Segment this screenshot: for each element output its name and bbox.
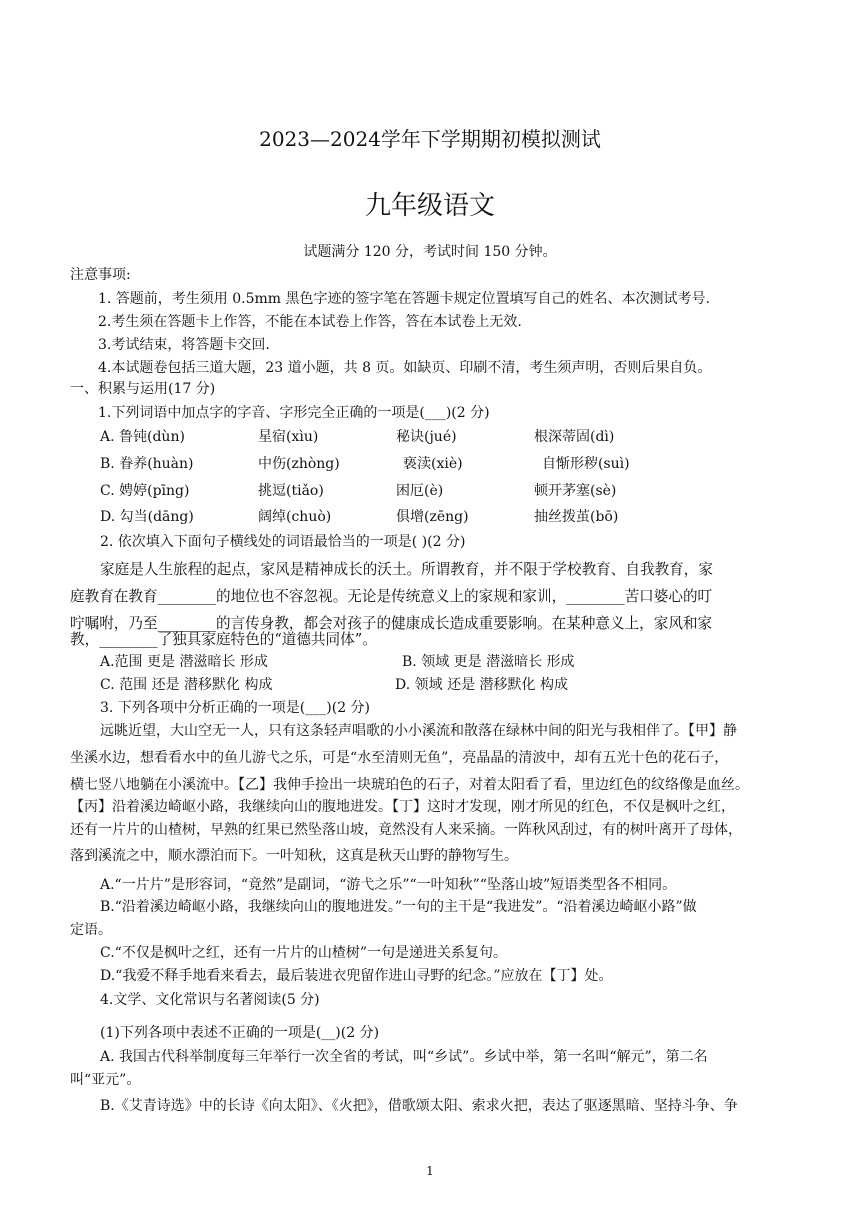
q3-passage-line: 远眺近望，大山空无一人，只有这条轻声唱歌的小小溪流和散落在绿林中间的阳光与我相伴了。【甲】静 (100, 723, 737, 739)
q3-passage-line: 【丙】沿着溪边崎岖小路，我继续向山的腹地进发。【丁】这时才发现，刚才所见的红色，不仅是枫叶之红， (70, 799, 735, 815)
exam-title: 2023—2024学年下学期期初模拟测试 (259, 127, 601, 151)
exam-info: 试题满分 120 分，考试时间 150 分钟。 (303, 244, 557, 260)
q1-word: 秘诀(jué) (396, 429, 457, 445)
question-4-stem: 4.文学、文化常识与名著阅读(5 分) (100, 992, 320, 1008)
q1-word: 抽丝拨茧(bō) (534, 509, 619, 525)
question-1-stem: 1.下列词语中加点字的字音、字形完全正确的一项是(___)(2 分) (98, 405, 490, 421)
q1-word: A. 鲁钝(dùn) (100, 429, 185, 445)
q1-word: 挑逗(tiǎo) (258, 483, 324, 499)
q2-passage-line: 咛嘱咐，乃至________的言传身教，都会对孩子的健康成长造成重要影响。在某种意义上，家风和家 (70, 615, 713, 632)
q2-option: D. 领域 还是 潜移默化 构成 (395, 677, 568, 693)
q3-option: A.“一片片”是形容词，“竟然”是副词，“游弋之乐”“一叶知秋”“坠落山坡”短语类型各不相同。 (100, 877, 677, 893)
q4-option: A. 我国古代科举制度每三年举行一次全省的考试，叫“乡试”。乡试中举，第一名叫“解元”，第二名 (100, 1049, 708, 1065)
q1-word: 根深蒂固(dì) (534, 429, 615, 445)
notice-item: 1. 答题前，考生须用 0.5mm 黑色字迹的签字笔在答题卡规定位置填写自己的姓名、本次测试考号. (98, 291, 710, 307)
q2-option: C. 范围 还是 潜移默化 构成 (100, 677, 273, 693)
q1-option-row (100, 455, 630, 473)
q4-sub-stem: (1)下列各项中表述不正确的一项是(__)(2 分) (100, 1025, 380, 1041)
q2-passage-line: 家庭是人生旅程的起点，家风是精神成长的沃土。所谓教育，并不限于学校教育、自我教育，家 (100, 561, 713, 578)
q2-passage-line: 教，________了独具家庭特色的“道德共同体”。 (70, 631, 377, 648)
q1-word: 顿开茅塞(sè) (534, 483, 617, 499)
q1-word: 星宿(xìu) (258, 429, 319, 445)
q3-option: 定语。 (70, 922, 112, 938)
q2-option: A.范围 更是 潜滋暗长 形成 (100, 654, 268, 670)
question-2-stem: 2. 依次填入下面句子横线处的词语最恰当的一项是( )(2 分) (100, 534, 466, 550)
q2-option: B. 领域 更是 潜滋暗长 形成 (402, 654, 575, 670)
notice-item: 2.考生须在答题卡上作答，不能在本试卷上作答，答在本试卷上无效. (98, 314, 522, 330)
q3-option: B.“沿着溪边崎岖小路，我继续向山的腹地进发。”一句的主干是“我进发”。“沿着溪边崎岖小路”做 (100, 899, 697, 915)
q1-word: 俱增(zēng) (396, 509, 469, 525)
q2-passage-line: 庭教育在教育________的地位也不容忽视。无论是传统意义上的家规和家训，________苦口婆心的叮 (70, 588, 713, 605)
q3-option: D.“我爱不释手地看来看去，最后装进衣兜留作进山寻野的纪念。”应放在【丁】处。 (100, 968, 613, 984)
page-number: 1 (426, 1164, 434, 1178)
q4-option: 叫“亚元”。 (70, 1072, 141, 1088)
q4-option: B.《艾青诗选》中的长诗《向太阳》、《火把》，借歌颂太阳、索求火把，表达了驱逐黑暗、坚持斗争、争 (100, 1098, 738, 1114)
q1-word: 中伤(zhòng) (258, 456, 340, 472)
subject-title: 九年级语文 (364, 191, 495, 221)
notice-item: 4.本试题卷包括三道大题，23 道小题，共 8 页。如缺页、印刷不清，考生须声明，否则后果自负。 (98, 360, 712, 376)
q1-option-row (100, 428, 614, 446)
q3-passage-line: 坐溪水边，想看看水中的鱼儿游弋之乐，可是“水至清则无鱼”，亮晶晶的清波中，却有五光十色的花石子， (70, 750, 729, 766)
q1-word: 困厄(è) (396, 483, 444, 499)
q1-word: B. 眷养(huàn) (100, 456, 194, 472)
q1-word: C. 娉婷(pīng) (100, 483, 190, 499)
q1-option-row (100, 482, 616, 500)
q1-option-row (100, 508, 618, 526)
q3-passage-line: 横七竖八地躺在小溪流中。【乙】我伸手捡出一块琥珀色的石子，对着太阳看了看，里边红色的纹络像是血丝。 (70, 777, 749, 793)
notice-item: 3.考试结束，将答题卡交回. (98, 337, 270, 353)
q3-option: C.“不仅是枫叶之红，还有一片片的山楂树”一句是递进关系复句。 (100, 945, 507, 961)
q3-passage-line: 还有一片片的山楂树，早熟的红果已然坠落山坡，竟然没有人来采摘。一阵秋风刮过，有的树叶离开了母体， (70, 822, 742, 838)
q1-word: 自惭形秽(suì) (542, 456, 630, 472)
q1-word: 亵渎(xiè) (403, 456, 463, 472)
question-3-stem: 3. 下列各项中分析正确的一项是(___)(2 分) (100, 700, 371, 716)
q1-word: 阔绰(chuò) (258, 509, 332, 525)
section-heading: 一、积累与运用(17 分) (70, 381, 216, 397)
notice-label: 注意事项: (70, 267, 131, 283)
q1-word: D. 勾当(dāng) (100, 509, 194, 525)
q3-passage-line: 落到溪流之中，顺水漂泊而下。一叶知秋，这真是秋天山野的静物写生。 (70, 848, 518, 864)
